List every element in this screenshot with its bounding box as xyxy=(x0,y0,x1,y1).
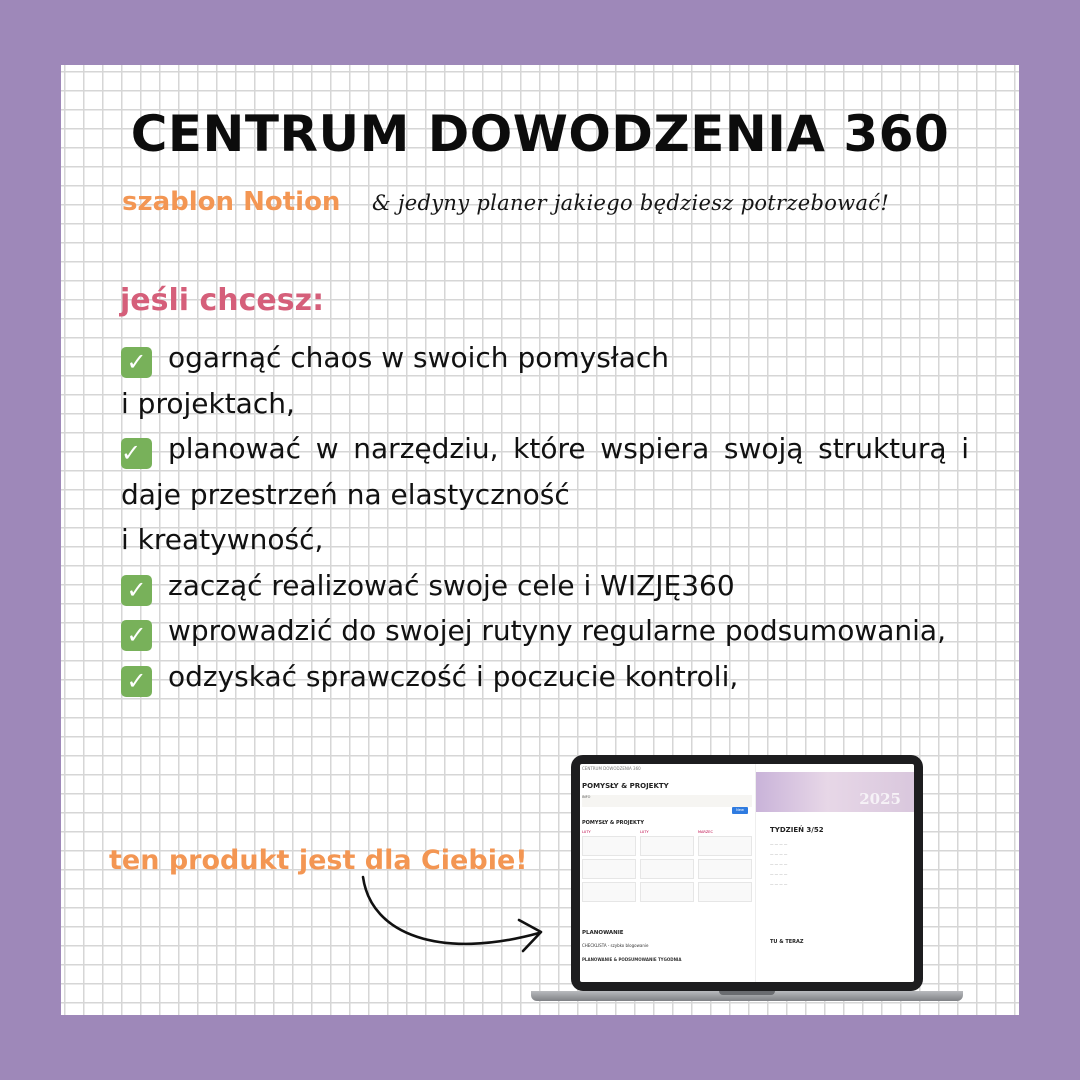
board-card xyxy=(582,859,636,879)
screen-heading: POMYSŁY & PROJEKTY xyxy=(582,782,669,790)
benefit-list xyxy=(121,335,969,699)
check-mark-icon: ✓ xyxy=(121,575,152,606)
screen-property: — — — — xyxy=(770,882,788,886)
screen-topbar: CENTRUM DOWODZENIA 360 xyxy=(582,766,641,771)
check-mark-icon: ✓ xyxy=(121,620,152,651)
benefit-item-continuation xyxy=(121,517,969,563)
info-label: INFO xyxy=(582,795,591,799)
check-mark-icon: ✓ xyxy=(121,347,152,378)
benefit-item xyxy=(121,426,969,517)
column-header: LUTY xyxy=(640,830,649,834)
screen-board-title: POMYSŁY & PROJEKTY xyxy=(582,820,644,826)
column-header: MARZEC xyxy=(698,830,713,834)
benefit-item xyxy=(121,335,969,381)
curved-arrow-icon xyxy=(351,865,551,975)
screen-weekly: PLANOWANIE & PODSUMOWANIE TYGODNIA xyxy=(582,957,682,962)
board-card xyxy=(698,836,752,856)
screen-new-button: New xyxy=(732,807,748,814)
benefit-item-continuation xyxy=(121,381,969,427)
grid-card xyxy=(61,65,1019,1015)
benefit-text: ogarnąć chaos w swoich pomysłach xyxy=(168,341,670,374)
cover-year: 2025 xyxy=(859,790,901,808)
lead-heading: jeśli chcesz: xyxy=(120,283,325,318)
board-card xyxy=(640,882,694,902)
call-to-action: ten produkt jest dla Ciebie! xyxy=(109,845,528,876)
screen-board-column xyxy=(640,830,694,922)
benefit-item xyxy=(121,563,969,609)
notion-left-pane xyxy=(580,764,755,982)
benefit-text: wprowadzić do swojej rutyny regularne podsumowania, xyxy=(168,614,946,647)
benefit-text: zacząć realizować swoje cele i WIZJĘ360 xyxy=(168,568,735,602)
screen-cover-image xyxy=(756,772,914,812)
board-card xyxy=(698,882,752,902)
benefit-text: i kreatywność, xyxy=(121,523,324,556)
check-mark-icon: ✓ xyxy=(121,666,152,697)
screen-info-box xyxy=(582,795,752,807)
benefit-text: odzyskać sprawczość i poczucie kontroli, xyxy=(168,659,739,693)
notion-right-pane xyxy=(755,764,914,982)
laptop-mockup xyxy=(531,755,963,1003)
board-card xyxy=(698,859,752,879)
screen-tu-teraz: TU & TERAZ xyxy=(770,939,804,945)
screen-week-title: TYDZIEŃ 3/52 xyxy=(770,826,824,834)
product-subtitle: szablon Notion xyxy=(122,187,341,217)
laptop-lid xyxy=(571,755,923,991)
laptop-screen xyxy=(580,764,914,982)
check-mark-icon: ✓ xyxy=(121,438,152,469)
screen-checklist: CHECKLISTA - szybko blogowanie xyxy=(582,943,649,948)
board-card xyxy=(640,836,694,856)
screen-board-column xyxy=(698,830,752,922)
board-card xyxy=(640,859,694,879)
screen-property: — — — — xyxy=(770,842,788,846)
laptop-notch xyxy=(719,991,775,995)
screen-planning-heading: PLANOWANIE xyxy=(582,930,624,936)
benefit-text: i projektach, xyxy=(121,386,295,420)
screen-property: — — — — xyxy=(770,862,788,866)
screen-property: — — — — xyxy=(770,872,788,876)
screen-board-column xyxy=(582,830,636,922)
board-card xyxy=(582,836,636,856)
page-title: CENTRUM DOWODZENIA 360 xyxy=(130,105,950,163)
benefit-item xyxy=(121,654,969,700)
screen-property: — — — — xyxy=(770,852,788,856)
column-header: LUTY xyxy=(582,830,591,834)
handwritten-tagline: & jedyny planer jakiego będziesz potrzebować! xyxy=(372,191,890,215)
board-card xyxy=(582,882,636,902)
benefit-text: planować w narzędziu, które wspiera swoją strukturą i daje przestrzeń na elastyczność xyxy=(121,432,969,511)
benefit-item xyxy=(121,608,969,654)
